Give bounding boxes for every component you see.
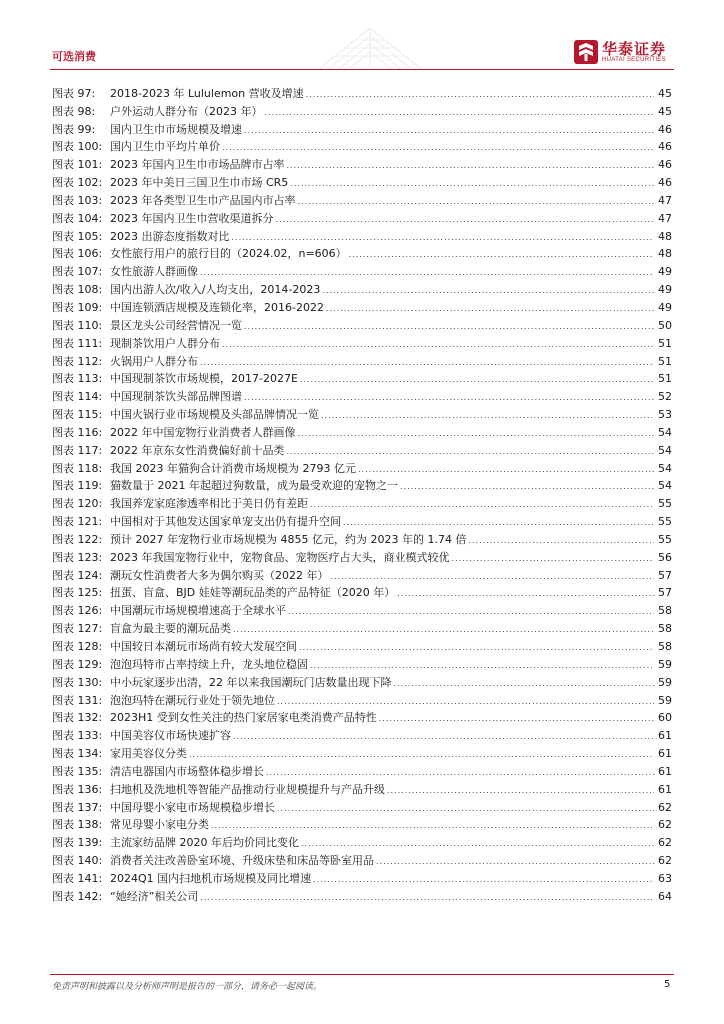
toc-figure-title: 清洁电器国内市场整体稳步增长 <box>110 764 264 778</box>
toc-figure-number: 图表 139: <box>52 836 103 850</box>
toc-dot-leader <box>452 553 655 565</box>
toc-figure-title: 户外运动人群分布（2023 年） <box>110 104 263 118</box>
toc-page-number: 55 <box>658 497 672 511</box>
toc-entry[interactable] <box>52 458 672 476</box>
logo-english-text: HUATAI SECURITIES <box>602 57 666 63</box>
toc-dot-leader <box>299 642 654 654</box>
toc-entry[interactable] <box>52 565 672 583</box>
toc-figure-number: 图表 128: <box>52 640 103 653</box>
toc-dot-leader <box>288 606 654 618</box>
toc-dot-leader <box>313 874 654 886</box>
toc-entry[interactable] <box>52 511 672 529</box>
toc-page-number: 56 <box>658 550 672 564</box>
logo-chinese-text: 华泰证券 <box>602 40 667 58</box>
logo-mark-icon <box>574 40 598 64</box>
toc-entry[interactable] <box>52 815 672 833</box>
toc-entry[interactable] <box>52 190 672 208</box>
toc-figure-number: 图表 142: <box>52 889 103 903</box>
toc-entry[interactable] <box>52 440 672 458</box>
toc-dot-leader <box>301 838 654 850</box>
toc-entry[interactable] <box>52 708 672 726</box>
toc-figure-number: 图表 115: <box>52 408 103 422</box>
toc-page-number: 55 <box>658 515 672 529</box>
toc-figure-number: 图表 116: <box>52 425 103 439</box>
toc-entry[interactable] <box>52 297 672 315</box>
toc-page-number: 59 <box>658 657 672 671</box>
toc-page-number: 47 <box>658 211 672 225</box>
toc-page-number: 48 <box>658 229 672 243</box>
toc-figure-number: 图表 97: <box>52 86 96 100</box>
toc-dot-leader <box>310 660 654 672</box>
toc-entry[interactable] <box>52 672 672 690</box>
toc-dot-leader <box>233 624 654 636</box>
toc-dot-leader <box>266 767 654 779</box>
toc-page-number: 58 <box>658 640 672 653</box>
toc-figure-title: 泡泡玛特市占率持续上升，龙头地位稳固 <box>110 657 308 671</box>
toc-figure-number: 图表 134: <box>52 747 103 761</box>
toc-entry[interactable] <box>52 154 672 172</box>
toc-figure-title: 2023 年各类型卫生巾产品国内市占率 <box>110 193 296 207</box>
toc-figure-number: 图表 126: <box>52 604 103 618</box>
toc-figure-number: 图表 108: <box>52 283 103 297</box>
toc-entry[interactable] <box>52 369 672 387</box>
toc-dot-leader <box>306 89 654 101</box>
toc-entry[interactable] <box>52 761 672 779</box>
toc-dot-leader <box>321 410 654 422</box>
footer-divider <box>50 974 674 975</box>
toc-figure-title: 中国现制茶饮头部品牌图谱 <box>110 390 242 404</box>
toc-figure-number: 图表 138: <box>52 818 103 832</box>
toc-figure-title: 潮玩女性消费者大多为偶尔购买（2022 年） <box>110 568 329 582</box>
toc-figure-number: 图表 124: <box>52 568 103 582</box>
toc-figure-title: 2023 年中美日三国卫生巾市场 CR5 <box>110 176 289 190</box>
toc-entry[interactable] <box>52 208 672 226</box>
toc-page-number: 46 <box>658 176 672 190</box>
toc-page-number: 57 <box>658 568 672 582</box>
toc-page-number: 51 <box>658 354 672 368</box>
toc-figure-title: 盲盒为最主要的潮玩品类 <box>110 622 231 636</box>
toc-figure-number: 图表 101: <box>52 158 103 172</box>
toc-dot-leader <box>222 339 654 351</box>
toc-page-number: 46 <box>658 140 672 154</box>
toc-figure-title: 2023 年国内卫生巾营收渠道拆分 <box>110 211 274 225</box>
header-divider <box>50 69 674 70</box>
toc-page-number: 64 <box>658 889 672 903</box>
toc-page-number: 49 <box>658 300 672 314</box>
toc-figure-title: 中国相对于其他发达国家单宠支出仍有提升空间 <box>110 515 341 529</box>
toc-dot-leader <box>387 785 654 797</box>
toc-page-number: 51 <box>658 372 672 386</box>
toc-figure-number: 图表 99: <box>52 122 96 136</box>
section-label: 可选消费 <box>52 50 96 63</box>
toc-figure-number: 图表 135: <box>52 764 103 778</box>
toc-entry[interactable] <box>52 101 672 119</box>
toc-page-number: 47 <box>658 193 672 207</box>
toc-figure-title: 扫地机及洗地机等智能产品推动行业规模提升与产品升级 <box>110 782 385 796</box>
toc-figure-number: 图表 125: <box>52 586 103 600</box>
toc-page-number: 58 <box>658 604 672 618</box>
toc-figure-title: 中国美容仪市场快速扩容 <box>110 729 231 743</box>
toc-figure-title: 2023H1 受到女性关注的热门家居家电类消费产品特性 <box>110 711 377 725</box>
toc-dot-leader <box>287 160 655 172</box>
toc-figure-title: 中国潮玩市场规模增速高于全球水平 <box>110 604 286 618</box>
toc-entry[interactable] <box>52 600 672 618</box>
toc-entry[interactable] <box>52 654 672 672</box>
toc-figure-title: 常见母婴小家电分类 <box>110 818 209 832</box>
toc-figure-title: 火锅用户人群分布 <box>110 354 198 368</box>
toc-entry[interactable] <box>52 476 672 494</box>
toc-dot-leader <box>244 125 654 137</box>
toc-figure-title: 国内卫生巾平均片单价 <box>110 140 220 154</box>
toc-figure-title: 2018-2023 年 Lululemon 营收及增速 <box>110 86 304 100</box>
toc-figure-number: 图表 137: <box>52 800 103 814</box>
toc-figure-title: 2023 年我国宠物行业中，宠物食品、宠物医疗占大头，商业模式较优 <box>110 550 450 564</box>
page-number: 5 <box>664 979 671 990</box>
table-of-figures <box>52 83 672 904</box>
toc-page-number: 58 <box>658 622 672 636</box>
toc-page-number: 62 <box>658 818 672 832</box>
toc-page-number: 46 <box>658 158 672 172</box>
toc-figure-title: 2024Q1 国内扫地机市场规模及同比增速 <box>110 871 312 885</box>
toc-page-number: 54 <box>658 461 672 475</box>
toc-figure-title: 国内出游人次/收入/人均支出，2014-2023 <box>110 283 321 297</box>
toc-entry[interactable] <box>52 636 672 654</box>
toc-figure-number: 图表 100: <box>52 140 103 154</box>
toc-page-number: 61 <box>658 729 672 743</box>
toc-page-number: 61 <box>658 747 672 761</box>
toc-figure-number: 图表 113: <box>52 372 103 386</box>
toc-dot-leader <box>349 249 654 261</box>
toc-figure-number: 图表 104: <box>52 211 103 225</box>
toc-entry[interactable] <box>52 404 672 422</box>
toc-figure-title: 中国较日本潮玩市场尚有较大发展空间 <box>110 640 297 653</box>
footer-disclaimer: 免责声明和披露以及分析师声明是报告的一部分，请务必一起阅读。 <box>52 982 323 992</box>
toc-figure-number: 图表 130: <box>52 675 103 689</box>
toc-figure-number: 图表 122: <box>52 532 103 546</box>
toc-entry[interactable] <box>52 119 672 137</box>
toc-figure-number: 图表 102: <box>52 176 103 190</box>
toc-dot-leader <box>287 446 655 458</box>
toc-page-number: 59 <box>658 693 672 707</box>
toc-entry[interactable] <box>52 422 672 440</box>
toc-figure-title: 女性旅行用户的旅行目的（2024.02，n=606） <box>110 247 347 261</box>
toc-figure-number: 图表 141: <box>52 871 103 885</box>
toc-entry[interactable] <box>52 244 672 262</box>
toc-page-number: 62 <box>658 854 672 868</box>
toc-figure-number: 图表 123: <box>52 550 103 564</box>
toc-figure-number: 图表 106: <box>52 247 103 261</box>
toc-figure-number: 图表 129: <box>52 657 103 671</box>
toc-page-number: 54 <box>658 425 672 439</box>
toc-page-number: 62 <box>658 800 672 814</box>
toc-entry[interactable] <box>52 137 672 155</box>
toc-entry[interactable] <box>52 832 672 850</box>
toc-entry[interactable] <box>52 351 672 369</box>
toc-entry[interactable] <box>52 547 672 565</box>
toc-dot-leader <box>244 392 654 404</box>
toc-page-number: 60 <box>658 711 672 725</box>
toc-figure-title: 扭蛋、盲盒、BJD 娃娃等潮玩品类的产品特征（2020 年） <box>110 586 396 600</box>
toc-entry[interactable] <box>52 690 672 708</box>
toc-page-number: 48 <box>658 247 672 261</box>
toc-page-number: 61 <box>658 764 672 778</box>
toc-page-number: 45 <box>658 104 672 118</box>
toc-dot-leader <box>468 535 654 547</box>
toc-page-number: 46 <box>658 122 672 136</box>
toc-figure-number: 图表 114: <box>52 390 103 404</box>
toc-figure-number: 图表 112: <box>52 354 103 368</box>
toc-figure-number: 图表 98: <box>52 104 96 118</box>
toc-figure-title: 猫数量于 2021 年起超过狗数量，成为最受欢迎的宠物之一 <box>110 479 398 493</box>
toc-dot-leader <box>200 357 654 369</box>
toc-dot-leader <box>290 178 654 190</box>
toc-figure-number: 图表 110: <box>52 318 103 332</box>
toc-figure-title: 2022 年中国宠物行业消费者人群画像 <box>110 425 296 439</box>
toc-entry[interactable] <box>52 743 672 761</box>
toc-figure-number: 图表 120: <box>52 497 103 511</box>
toc-dot-leader <box>265 107 655 119</box>
toc-figure-title: 我国养宠家庭渗透率相比于美日仍有差距 <box>110 497 308 511</box>
toc-dot-leader <box>331 571 655 583</box>
toc-entry[interactable] <box>52 886 672 904</box>
toc-figure-title: 2022 年京东女性消费偏好前十品类 <box>110 443 285 457</box>
decorative-building-watermark <box>300 20 440 70</box>
toc-dot-leader <box>298 196 655 208</box>
toc-figure-number: 图表 105: <box>52 229 103 243</box>
toc-figure-title: 女性旅游人群画像 <box>110 265 198 279</box>
toc-entry[interactable] <box>52 529 672 547</box>
toc-entry[interactable] <box>52 226 672 244</box>
toc-figure-title: 2023 出游态度指数对比 <box>110 229 230 243</box>
toc-dot-leader <box>277 696 654 708</box>
toc-dot-leader <box>189 749 654 761</box>
toc-entry[interactable] <box>52 83 672 101</box>
toc-dot-leader <box>222 142 654 154</box>
toc-page-number: 51 <box>658 336 672 350</box>
toc-figure-title: 我国 2023 年猫狗合计消费市场规模为 2793 亿元 <box>110 461 356 475</box>
toc-page-number: 54 <box>658 479 672 493</box>
toc-figure-number: 图表 132: <box>52 711 103 725</box>
toc-page-number: 61 <box>658 782 672 796</box>
toc-entry[interactable] <box>52 725 672 743</box>
toc-figure-number: 图表 107: <box>52 265 103 279</box>
toc-dot-leader <box>310 499 654 511</box>
toc-figure-title: “她经济”相关公司 <box>110 889 199 903</box>
toc-dot-leader <box>394 678 655 690</box>
toc-figure-number: 图表 131: <box>52 693 103 707</box>
toc-entry[interactable] <box>52 279 672 297</box>
toc-page-number: 53 <box>658 408 672 422</box>
toc-figure-number: 图表 109: <box>52 300 103 314</box>
toc-dot-leader <box>376 856 654 868</box>
toc-figure-number: 图表 127: <box>52 622 103 636</box>
toc-entry[interactable] <box>52 261 672 279</box>
toc-entry[interactable] <box>52 868 672 886</box>
toc-figure-title: 中小玩家逐步出清，22 年以来我国潮玩门店数量出现下降 <box>110 675 392 689</box>
toc-dot-leader <box>200 892 654 904</box>
company-logo <box>574 38 684 66</box>
toc-figure-number: 图表 136: <box>52 782 103 796</box>
toc-figure-title: 2023 年国内卫生巾市场品牌市占率 <box>110 158 285 172</box>
toc-entry[interactable] <box>52 850 672 868</box>
toc-figure-number: 图表 133: <box>52 729 103 743</box>
toc-figure-title: 泡泡玛特在潮玩行业处于领先地位 <box>110 693 275 707</box>
toc-page-number: 55 <box>658 532 672 546</box>
toc-figure-title: 预计 2027 年宠物行业市场规模为 4855 亿元，约为 2023 年的 1.74 倍 <box>110 532 467 546</box>
toc-entry[interactable] <box>52 386 672 404</box>
toc-page-number: 54 <box>658 443 672 457</box>
toc-page-number: 59 <box>658 675 672 689</box>
toc-entry[interactable] <box>52 583 672 601</box>
toc-dot-leader <box>397 588 654 600</box>
toc-dot-leader <box>244 321 654 333</box>
toc-page-number: 49 <box>658 265 672 279</box>
toc-entry[interactable] <box>52 618 672 636</box>
toc-dot-leader <box>233 731 654 743</box>
page-header <box>0 0 724 72</box>
toc-figure-title: 中国连锁酒店规模及连锁化率，2016-2022 <box>110 300 324 314</box>
toc-figure-title: 中国母婴小家电市场规模稳步增长 <box>110 800 275 814</box>
toc-dot-leader <box>400 481 654 493</box>
toc-figure-title: 景区龙头公司经营情况一览 <box>110 318 242 332</box>
toc-figure-number: 图表 103: <box>52 193 103 207</box>
toc-entry[interactable] <box>52 779 672 797</box>
toc-figure-title: 主流家纺品牌 2020 年后均价同比变化 <box>110 836 299 850</box>
toc-dot-leader <box>211 820 654 832</box>
toc-entry[interactable] <box>52 493 672 511</box>
toc-page-number: 50 <box>658 318 672 332</box>
toc-figure-title: 消费者关注改善卧室环境、升级床垫和床品等卧室用品 <box>110 854 374 868</box>
toc-dot-leader <box>298 428 655 440</box>
toc-page-number: 52 <box>658 390 672 404</box>
toc-dot-leader <box>322 285 654 297</box>
toc-figure-number: 图表 118: <box>52 461 103 475</box>
toc-figure-number: 图表 119: <box>52 479 103 493</box>
toc-figure-number: 图表 117: <box>52 443 103 457</box>
toc-entry[interactable] <box>52 797 672 815</box>
toc-figure-title: 家用美容仪分类 <box>110 747 187 761</box>
toc-dot-leader <box>343 517 654 529</box>
toc-page-number: 62 <box>658 836 672 850</box>
toc-figure-number: 图表 140: <box>52 854 103 868</box>
toc-dot-leader <box>232 232 655 244</box>
toc-page-number: 49 <box>658 283 672 297</box>
toc-figure-number: 图表 111: <box>52 336 103 350</box>
toc-dot-leader <box>200 267 654 279</box>
toc-dot-leader <box>358 464 654 476</box>
toc-entry[interactable] <box>52 333 672 351</box>
toc-dot-leader <box>326 303 654 315</box>
toc-figure-title: 国内卫生巾市场规模及增速 <box>110 122 242 136</box>
toc-dot-leader <box>277 803 654 815</box>
toc-page-number: 45 <box>658 86 672 100</box>
toc-figure-title: 中国火锅行业市场规模及头部品牌情况一览 <box>110 408 319 422</box>
toc-page-number: 63 <box>658 871 672 885</box>
toc-figure-number: 图表 121: <box>52 515 103 529</box>
toc-figure-title: 中国现制茶饮市场规模，2017-2027E <box>110 372 298 386</box>
toc-entry[interactable] <box>52 315 672 333</box>
toc-dot-leader <box>300 374 654 386</box>
toc-dot-leader <box>379 713 654 725</box>
toc-page-number: 57 <box>658 586 672 600</box>
toc-figure-title: 现制茶饮用户人群分布 <box>110 336 220 350</box>
toc-dot-leader <box>276 214 655 226</box>
toc-entry[interactable] <box>52 172 672 190</box>
